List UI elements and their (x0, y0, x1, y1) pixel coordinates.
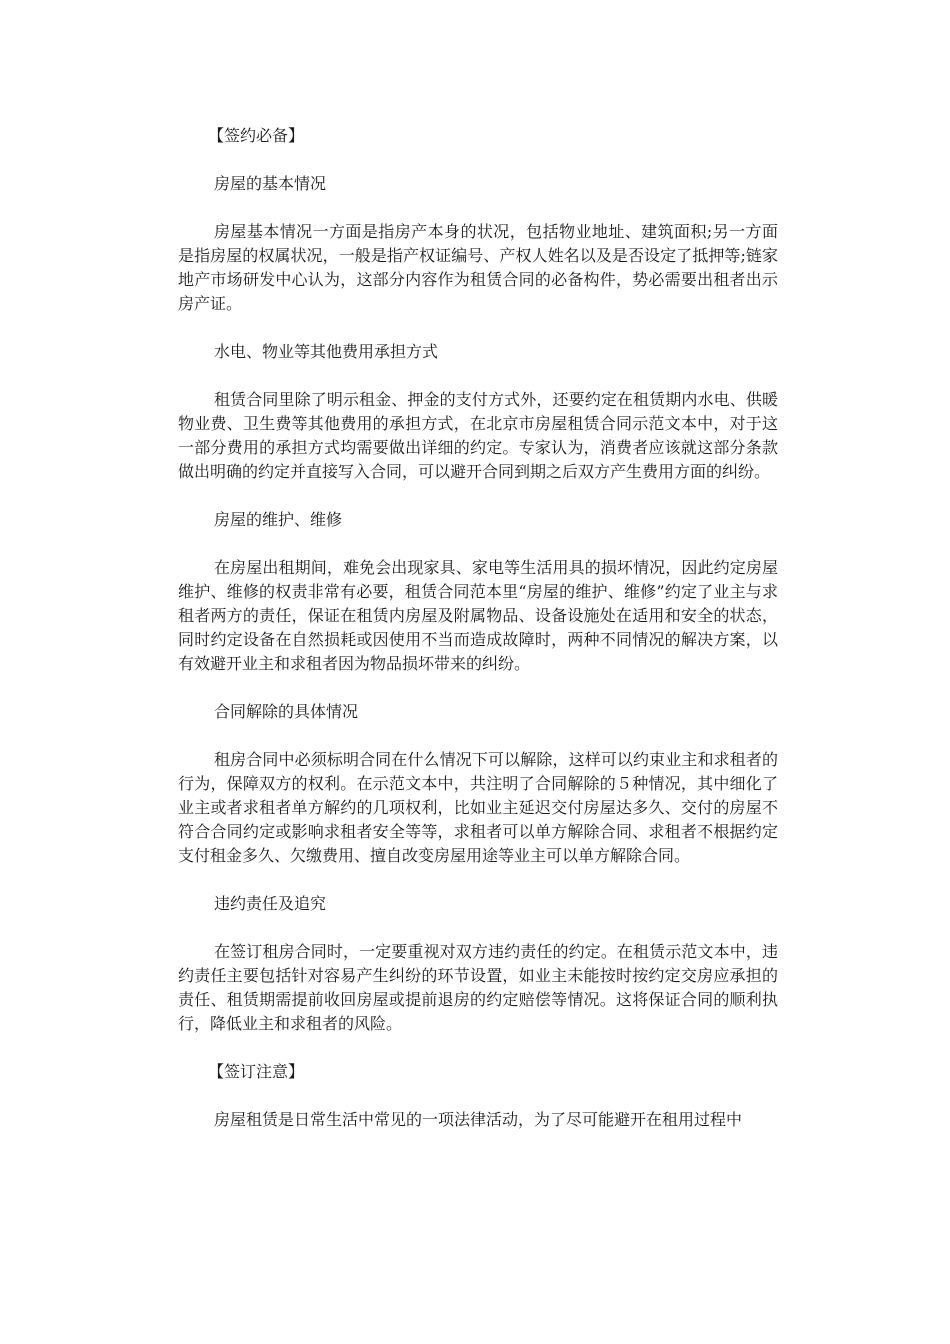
document-page (178, 124, 778, 1156)
paragraph-termination: 租房合同中必须标明合同在什么情况下可以解除，这样可以约束业主和求租者的行为，保障双方的权利。在示范文本中，共注明了合同解除的５种情况，其中细化了业主或者求租者单方解约的几项权利，比如业主延迟交付房屋达多久、交付的房屋不符合合同约定或影响求租者安全等等，求租者可以单方解除合同、求租者不根据约定支付租金多久、欠缴费用、擅自改变房屋用途等业主可以单方解除合同。 (178, 750, 778, 865)
subheading-breach: 违约责任及追究 (214, 894, 327, 913)
paragraph-basic-info: 房屋基本情况一方面是指房产本身的状况，包括物业地址、建筑面积;另一方面是指房屋的权属状况，一般是指产权证编号、产权人姓名以及是否设定了抵押等;链家地产市场研发中心认为，这部分内容作为租赁合同的必备构件，势必需要出租者出示房产证。 (178, 222, 778, 313)
paragraph-breach: 在签订租房合同时，一定要重视对双方违约责任的约定。在租赁示范文本中，违约责任主要包括针对容易产生纠纷的环节设置，如业主未能按时按约定交房应承担的责任、租赁期需提前收回房屋或提前退房的约定赔偿等情况。这将保证合同的顺利执行，降低业主和求租者的风险。 (178, 942, 778, 1033)
subheading-termination: 合同解除的具体情况 (214, 702, 359, 721)
section-heading-signing-essentials: 【签约必备】 (208, 126, 305, 145)
subheading-maintenance: 房屋的维护、维修 (214, 510, 343, 529)
paragraph-maintenance: 在房屋出租期间，难免会出现家具、家电等生活用具的损坏情况，因此约定房屋维护、维修的权责非常有必要，租赁合同范本里“房屋的维护、维修”约定了业主与求租者两方的责任，保证在租赁内房屋及附属物品、设备设施处在适用和安全的状态，同时约定设备在自然损耗或因使用不当而造成故障时，两种不同情况的解决方案，以有效避开业主和求租者因为物品损坏带来的纠纷。 (178, 558, 778, 673)
subheading-fees: 水电、物业等其他费用承担方式 (214, 342, 439, 361)
section-heading-signing-notes: 【签订注意】 (208, 1062, 305, 1081)
subheading-basic-info: 房屋的基本情况 (214, 174, 327, 193)
paragraph-signing-notes: 房屋租赁是日常生活中常见的一项法律活动，为了尽可能避开在租用过程中 (214, 1110, 743, 1129)
paragraph-fees: 租赁合同里除了明示租金、押金的支付方式外，还要约定在租赁期内水电、供暖物业费、卫生费等其他费用的承担方式，在北京市房屋租赁合同示范文本中，对于这一部分费用的承担方式均需要做出详细的约定。专家认为，消费者应该就这部分条款做出明确的约定并直接写入合同，可以避开合同到期之后双方产生费用方面的纠纷。 (178, 390, 778, 481)
